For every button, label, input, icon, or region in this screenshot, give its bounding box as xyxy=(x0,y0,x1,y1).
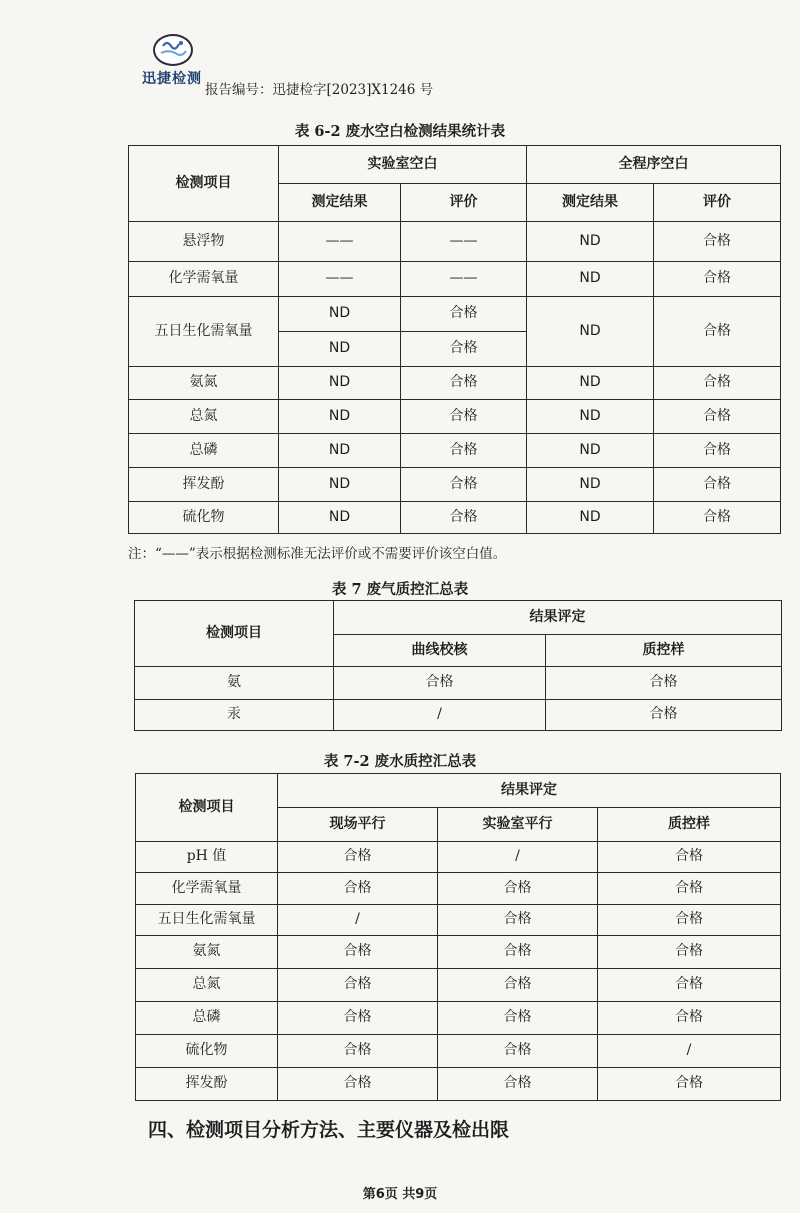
qc-cell: 合格 xyxy=(546,667,782,700)
row-item: 悬浮物 xyxy=(129,222,279,262)
page-number: 第6页 共9页 xyxy=(362,1187,438,1202)
curve-cell: / xyxy=(334,700,546,731)
full-result-cell: ND xyxy=(527,222,654,262)
logo-emblem-icon xyxy=(153,34,193,66)
table-row xyxy=(129,222,781,262)
lab-cell: 合格 xyxy=(438,905,598,936)
wastewater-qc-table xyxy=(135,773,781,1101)
qc-sample-header: 质控样 xyxy=(546,635,782,667)
row-item: pH 值 xyxy=(136,842,278,873)
lab-result-cell: ND xyxy=(279,367,401,400)
lab-eval-cell: 合格 xyxy=(401,367,527,400)
full-eval-cell: 合格 xyxy=(654,434,781,468)
full-eval-cell: 合格 xyxy=(654,222,781,262)
col-item-header: 检测项目 xyxy=(136,774,278,842)
full-blank-header: 全程序空白 xyxy=(527,146,781,184)
row-item: 挥发酚 xyxy=(129,468,279,502)
field-parallel-header: 现场平行 xyxy=(278,808,438,842)
table-row xyxy=(136,936,781,969)
lab-parallel-header: 实验室平行 xyxy=(438,808,598,842)
row-item: 总氮 xyxy=(136,969,278,1002)
col-item-header: 检测项目 xyxy=(129,146,279,222)
field-cell: / xyxy=(278,905,438,936)
full-eval-header: 评价 xyxy=(654,184,781,222)
lab-eval-cell: 合格 xyxy=(401,468,527,502)
lab-eval-cell: 合格 xyxy=(401,400,527,434)
full-result-cell: ND xyxy=(527,367,654,400)
company-logo xyxy=(140,30,202,92)
table-row xyxy=(129,262,781,297)
qc-cell: 合格 xyxy=(598,936,781,969)
table62-caption: 表 6-2 废水空白检测结果统计表 xyxy=(294,123,506,140)
lab-result-cell: ND xyxy=(279,400,401,434)
lab-cell: 合格 xyxy=(438,873,598,905)
field-cell: 合格 xyxy=(278,936,438,969)
full-result-cell: ND xyxy=(527,502,654,534)
lab-cell: / xyxy=(438,842,598,873)
lab-result-cell: ND xyxy=(279,434,401,468)
lab-eval-cell: —— xyxy=(401,262,527,297)
lab-cell: 合格 xyxy=(438,1035,598,1068)
table-row xyxy=(136,873,781,905)
table-row xyxy=(136,905,781,936)
curve-cell: 合格 xyxy=(334,667,546,700)
lab-cell: 合格 xyxy=(438,1068,598,1101)
lab-cell: 合格 xyxy=(438,1002,598,1035)
full-eval-cell: 合格 xyxy=(654,367,781,400)
full-result-cell: ND xyxy=(527,262,654,297)
row-item: 汞 xyxy=(135,700,334,731)
full-result-cell: ND xyxy=(527,434,654,468)
row-item: 化学需氧量 xyxy=(136,873,278,905)
full-result-cell: ND xyxy=(527,297,654,367)
lab-result-header: 测定结果 xyxy=(279,184,401,222)
field-cell: 合格 xyxy=(278,873,438,905)
curve-check-header: 曲线校核 xyxy=(334,635,546,667)
qc-cell: 合格 xyxy=(598,969,781,1002)
logo-wordmark: 迅捷检测 xyxy=(142,71,202,87)
qc-cell: 合格 xyxy=(546,700,782,731)
lab-eval-cell: 合格 xyxy=(401,332,527,367)
row-item: 化学需氧量 xyxy=(129,262,279,297)
row-item: 总磷 xyxy=(129,434,279,468)
qc-cell: 合格 xyxy=(598,842,781,873)
row-item: 氨 xyxy=(135,667,334,700)
lab-eval-cell: 合格 xyxy=(401,297,527,332)
full-eval-cell: 合格 xyxy=(654,400,781,434)
row-item: 硫化物 xyxy=(136,1035,278,1068)
table-row xyxy=(136,1035,781,1068)
row-item: 挥发酚 xyxy=(136,1068,278,1101)
table7-caption: 表 7 废气质控汇总表 xyxy=(331,581,469,598)
lab-result-cell: ND xyxy=(279,332,401,367)
table72-caption: 表 7-2 废水质控汇总表 xyxy=(323,753,477,770)
wastewater-blank-table xyxy=(128,145,781,534)
qc-cell: 合格 xyxy=(598,873,781,905)
full-eval-cell: 合格 xyxy=(654,262,781,297)
col-item-header: 检测项目 xyxy=(135,601,334,667)
row-item: 硫化物 xyxy=(129,502,279,534)
qc-sample-header: 质控样 xyxy=(598,808,781,842)
table-row xyxy=(136,842,781,873)
lab-result-cell: ND xyxy=(279,502,401,534)
row-item: 五日生化需氧量 xyxy=(129,297,279,367)
lab-result-cell: —— xyxy=(279,262,401,297)
full-eval-cell: 合格 xyxy=(654,468,781,502)
lab-eval-cell: 合格 xyxy=(401,434,527,468)
table-row xyxy=(129,297,781,332)
row-item: 氨氮 xyxy=(129,367,279,400)
table-row xyxy=(136,1002,781,1035)
table-row xyxy=(135,700,782,731)
row-item: 五日生化需氧量 xyxy=(136,905,278,936)
full-eval-cell: 合格 xyxy=(654,502,781,534)
qc-cell: 合格 xyxy=(598,1068,781,1101)
table-row xyxy=(129,367,781,400)
lab-result-cell: ND xyxy=(279,468,401,502)
full-result-cell: ND xyxy=(527,400,654,434)
qc-cell: / xyxy=(598,1035,781,1068)
lab-cell: 合格 xyxy=(438,969,598,1002)
row-item: 氨氮 xyxy=(136,936,278,969)
qc-cell: 合格 xyxy=(598,1002,781,1035)
field-cell: 合格 xyxy=(278,1002,438,1035)
qc-cell: 合格 xyxy=(598,905,781,936)
lab-result-cell: ND xyxy=(279,297,401,332)
lab-eval-cell: —— xyxy=(401,222,527,262)
lab-blank-header: 实验室空白 xyxy=(279,146,527,184)
table-row xyxy=(129,502,781,534)
table-row xyxy=(136,969,781,1002)
lab-cell: 合格 xyxy=(438,936,598,969)
table62-note: 注：“——”表示根据检测标准无法评价或不需要评价该空白值。 xyxy=(128,546,507,562)
field-cell: 合格 xyxy=(278,969,438,1002)
lab-eval-header: 评价 xyxy=(401,184,527,222)
lab-result-cell: —— xyxy=(279,222,401,262)
exhaust-qc-table xyxy=(134,600,782,731)
field-cell: 合格 xyxy=(278,1068,438,1101)
result-group-header: 结果评定 xyxy=(278,774,781,808)
row-item: 总氮 xyxy=(129,400,279,434)
full-result-cell: ND xyxy=(527,468,654,502)
field-cell: 合格 xyxy=(278,842,438,873)
table-row xyxy=(129,400,781,434)
section-heading: 四、检测项目分析方法、主要仪器及检出限 xyxy=(148,1119,510,1141)
field-cell: 合格 xyxy=(278,1035,438,1068)
full-result-header: 测定结果 xyxy=(527,184,654,222)
table-row xyxy=(129,468,781,502)
row-item: 总磷 xyxy=(136,1002,278,1035)
table-row xyxy=(135,667,782,700)
table-row xyxy=(136,1068,781,1101)
lab-eval-cell: 合格 xyxy=(401,502,527,534)
report-number: 报告编号：迅捷检字[2023]X1246 号 xyxy=(205,82,434,98)
result-group-header: 结果评定 xyxy=(334,601,782,635)
table-row xyxy=(129,434,781,468)
full-eval-cell: 合格 xyxy=(654,297,781,367)
